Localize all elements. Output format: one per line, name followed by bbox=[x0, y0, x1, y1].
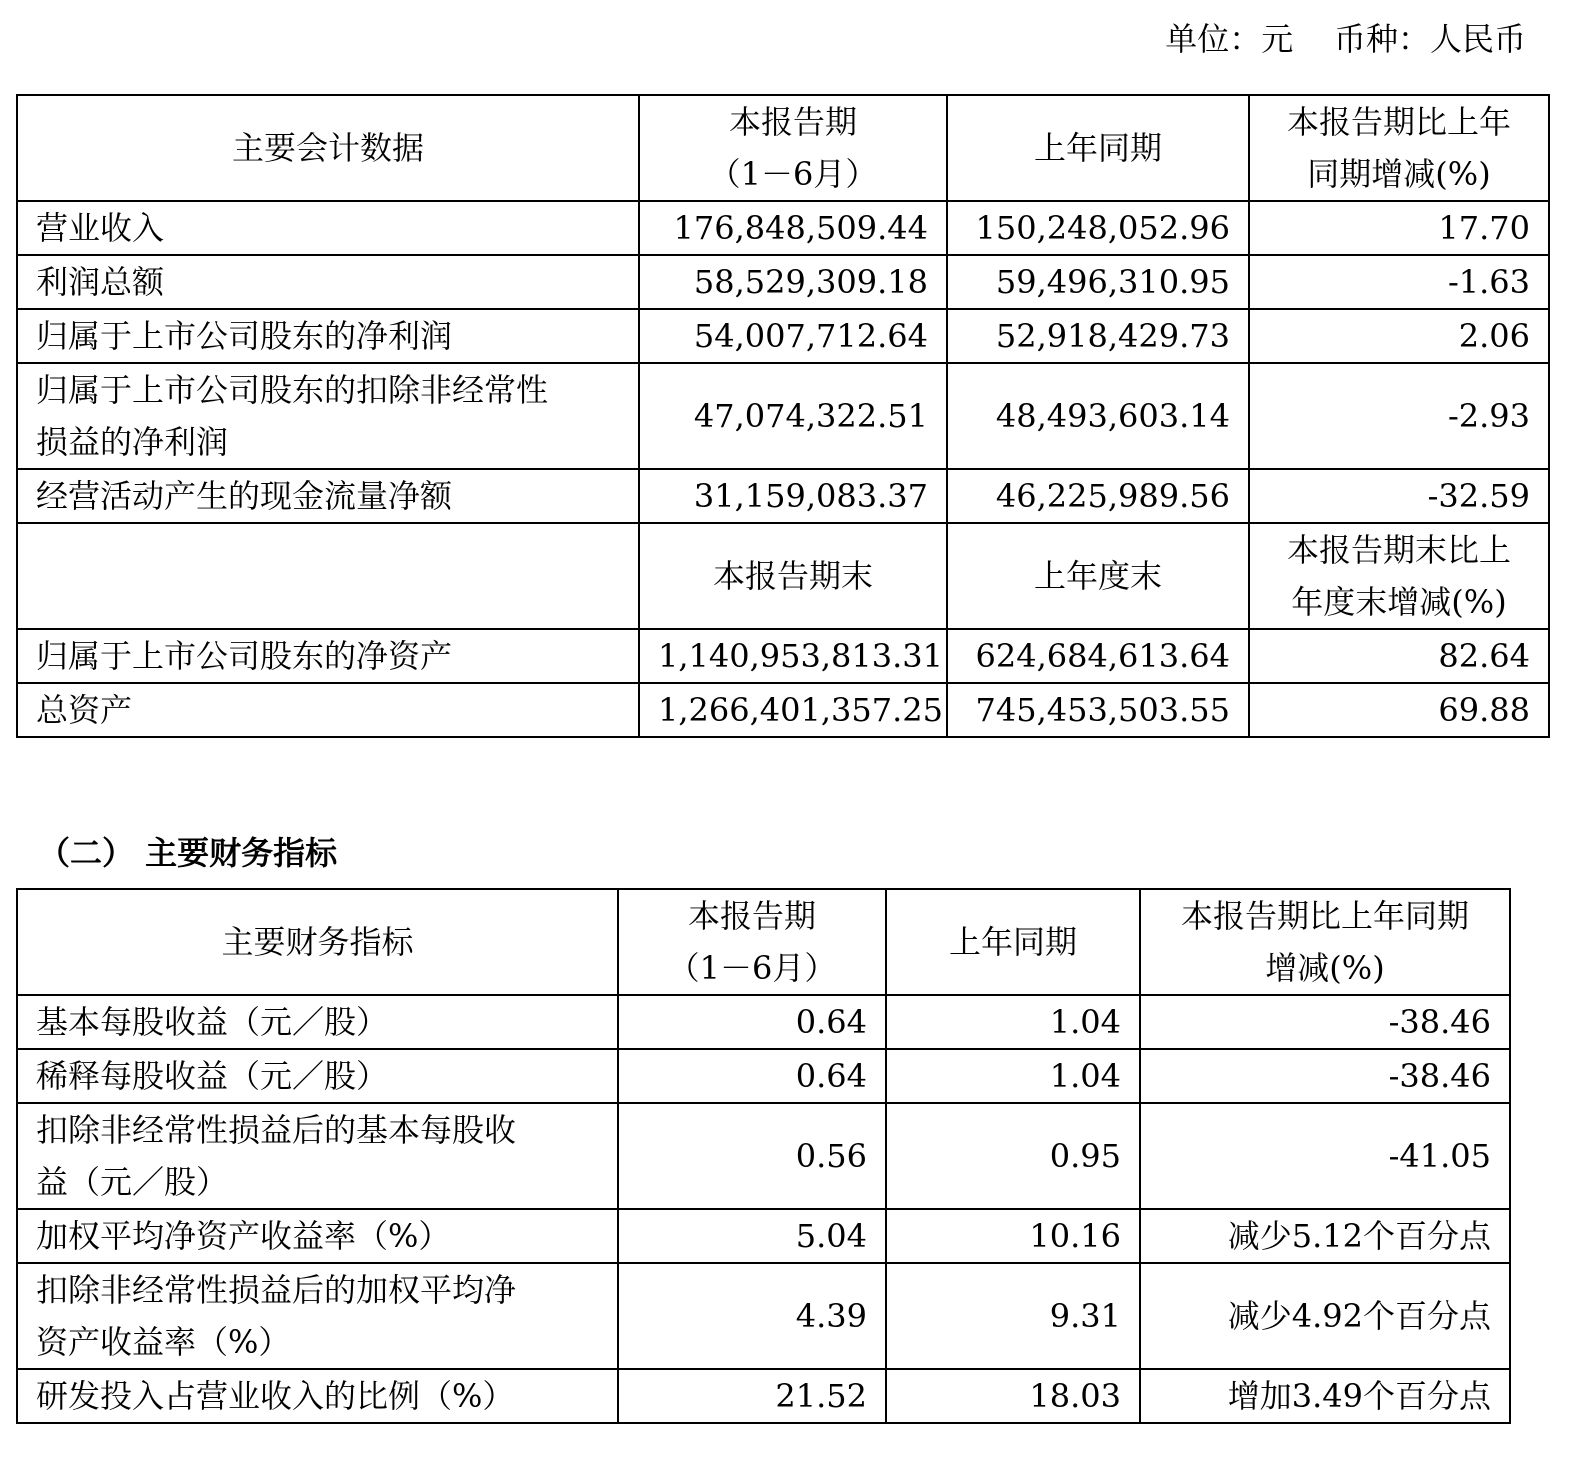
previous-period-value bbox=[947, 469, 1249, 523]
current-period-value-text: 54,007,712.64 bbox=[693, 317, 928, 355]
column-header-previous bbox=[947, 523, 1249, 629]
column-header-change-text: 年度末增减(%) bbox=[1291, 583, 1507, 621]
change-value bbox=[1140, 995, 1510, 1049]
column-header-current-text: 本报告期 bbox=[687, 897, 816, 935]
column-header-current bbox=[639, 95, 947, 201]
column-header-change-text: 本报告期末比上 bbox=[1286, 531, 1511, 569]
current-period-value bbox=[639, 309, 947, 363]
column-header-previous-text: 上年同期 bbox=[1033, 129, 1162, 167]
previous-period-value-text: 18.03 bbox=[1029, 1377, 1121, 1415]
column-header-change-text: 本报告期比上年同期 bbox=[1180, 897, 1469, 935]
row-label-text: 利润总额 bbox=[36, 263, 165, 301]
change-value bbox=[1249, 683, 1549, 737]
row-label-text: 加权平均净资产收益率（%） bbox=[36, 1217, 451, 1255]
previous-period-value bbox=[947, 363, 1249, 469]
change-value-text: -38.46 bbox=[1388, 1003, 1491, 1041]
header-row bbox=[17, 889, 1510, 995]
change-value bbox=[1249, 255, 1549, 309]
change-value-text: 减少4.92个百分点 bbox=[1227, 1297, 1491, 1335]
change-value-text: 82.64 bbox=[1438, 637, 1530, 675]
table-row bbox=[17, 1369, 1510, 1423]
change-value bbox=[1249, 363, 1549, 469]
column-header-current bbox=[618, 889, 886, 995]
row-label bbox=[17, 469, 639, 523]
change-value-text: -32.59 bbox=[1427, 477, 1530, 515]
row-label bbox=[17, 255, 639, 309]
current-period-value bbox=[618, 1263, 886, 1369]
current-period-value bbox=[639, 683, 947, 737]
column-header-change bbox=[1140, 889, 1510, 995]
change-value bbox=[1140, 1263, 1510, 1369]
current-period-value bbox=[618, 1103, 886, 1209]
row-label-text: 扣除非经常性损益后的加权平均净 bbox=[36, 1271, 517, 1309]
previous-period-value-text: 1.04 bbox=[1049, 1003, 1121, 1041]
previous-period-value-text: 1.04 bbox=[1049, 1057, 1121, 1095]
row-label-text: 归属于上市公司股东的净利润 bbox=[36, 317, 453, 355]
current-period-value-text: 5.04 bbox=[795, 1217, 867, 1255]
change-value bbox=[1140, 1369, 1510, 1423]
previous-period-value bbox=[947, 201, 1249, 255]
column-header-previous bbox=[886, 889, 1140, 995]
change-value-text: -1.63 bbox=[1447, 263, 1530, 301]
row-label bbox=[17, 309, 639, 363]
key-accounting-data-table bbox=[16, 94, 1550, 738]
previous-period-value bbox=[886, 1209, 1140, 1263]
change-value bbox=[1249, 469, 1549, 523]
current-period-value-text: 0.64 bbox=[795, 1057, 867, 1095]
column-header-label-text: 主要财务指标 bbox=[221, 923, 414, 961]
current-period-value-text: 0.64 bbox=[795, 1003, 867, 1041]
change-value bbox=[1249, 629, 1549, 683]
change-value-text: -41.05 bbox=[1388, 1137, 1491, 1175]
previous-period-value-text: 48,493,603.14 bbox=[995, 397, 1230, 435]
previous-period-value bbox=[886, 1369, 1140, 1423]
current-period-value-text: 47,074,322.51 bbox=[693, 397, 928, 435]
column-header-current-text: 本报告期末 bbox=[712, 557, 873, 595]
previous-period-value-text: 46,225,989.56 bbox=[995, 477, 1230, 515]
row-label bbox=[17, 995, 618, 1049]
column-header-change-text: 同期增减(%) bbox=[1307, 155, 1491, 193]
previous-period-value bbox=[886, 1049, 1140, 1103]
row-label bbox=[17, 1049, 618, 1103]
current-period-value bbox=[618, 1209, 886, 1263]
previous-period-value-text: 9.31 bbox=[1049, 1297, 1121, 1335]
previous-period-value bbox=[947, 255, 1249, 309]
row-label-text: 益（元／股） bbox=[36, 1163, 229, 1201]
table-row bbox=[17, 1209, 1510, 1263]
row-label bbox=[17, 1103, 618, 1209]
current-period-value-text: 1,140,953,813.31 bbox=[658, 637, 943, 675]
previous-period-value bbox=[947, 309, 1249, 363]
row-label bbox=[17, 683, 639, 737]
previous-period-value bbox=[886, 1103, 1140, 1209]
column-header-label bbox=[17, 95, 639, 201]
current-period-value-text: 1,266,401,357.25 bbox=[658, 691, 943, 729]
current-period-value-text: 4.39 bbox=[795, 1297, 867, 1335]
column-header-change-text: 本报告期比上年 bbox=[1286, 103, 1511, 141]
current-period-value bbox=[639, 469, 947, 523]
previous-period-value bbox=[886, 995, 1140, 1049]
table-row bbox=[17, 683, 1549, 737]
row-label-text: 经营活动产生的现金流量净额 bbox=[36, 477, 453, 515]
table-row bbox=[17, 1049, 1510, 1103]
column-header-label bbox=[17, 523, 639, 629]
previous-period-value bbox=[947, 683, 1249, 737]
unit-currency-note: 单位：元 币种：人民币 bbox=[1165, 20, 1526, 58]
row-label bbox=[17, 201, 639, 255]
change-value bbox=[1249, 309, 1549, 363]
previous-period-value bbox=[886, 1263, 1140, 1369]
row-label-text: 稀释每股收益（元／股） bbox=[36, 1057, 389, 1095]
previous-period-value-text: 624,684,613.64 bbox=[975, 637, 1230, 675]
column-header-label-text: 主要会计数据 bbox=[231, 129, 424, 167]
column-header-current-text: 本报告期 bbox=[728, 103, 857, 141]
previous-period-value-text: 745,453,503.55 bbox=[975, 691, 1230, 729]
current-period-value bbox=[618, 1369, 886, 1423]
current-period-value bbox=[639, 201, 947, 255]
section-title: （二） 主要财务指标 bbox=[38, 834, 338, 872]
current-period-value bbox=[639, 255, 947, 309]
row-label bbox=[17, 629, 639, 683]
change-value-text: 2.06 bbox=[1458, 317, 1530, 355]
current-period-value-text: 58,529,309.18 bbox=[693, 263, 928, 301]
table-row bbox=[17, 255, 1549, 309]
row-label bbox=[17, 363, 639, 469]
change-value-text: -38.46 bbox=[1388, 1057, 1491, 1095]
previous-period-value-text: 52,918,429.73 bbox=[995, 317, 1230, 355]
current-period-value bbox=[639, 363, 947, 469]
row-label-text: 归属于上市公司股东的净资产 bbox=[36, 637, 453, 675]
change-value bbox=[1140, 1103, 1510, 1209]
table-row bbox=[17, 995, 1510, 1049]
current-period-value bbox=[618, 995, 886, 1049]
column-header-current-text: （1－6月） bbox=[708, 155, 878, 193]
column-header-previous-text: 上年度末 bbox=[1033, 557, 1162, 595]
current-period-value bbox=[618, 1049, 886, 1103]
change-value bbox=[1140, 1209, 1510, 1263]
table-row bbox=[17, 629, 1549, 683]
change-value bbox=[1249, 201, 1549, 255]
row-label-text: 扣除非经常性损益后的基本每股收 bbox=[36, 1111, 517, 1149]
header-row bbox=[17, 95, 1549, 201]
row-label-text: 总资产 bbox=[36, 691, 133, 729]
row-label-text: 损益的净利润 bbox=[36, 423, 229, 461]
header-row bbox=[17, 523, 1549, 629]
change-value-text: 17.70 bbox=[1438, 209, 1530, 247]
change-value-text: 增加3.49个百分点 bbox=[1227, 1377, 1491, 1415]
row-label-text: 资产收益率（%） bbox=[36, 1323, 291, 1361]
column-header-current bbox=[639, 523, 947, 629]
change-value-text: 69.88 bbox=[1438, 691, 1530, 729]
column-header-change bbox=[1249, 95, 1549, 201]
row-label bbox=[17, 1263, 618, 1369]
table-row bbox=[17, 469, 1549, 523]
column-header-previous-text: 上年同期 bbox=[948, 923, 1077, 961]
change-value-text: -2.93 bbox=[1447, 397, 1530, 435]
change-value-text: 减少5.12个百分点 bbox=[1227, 1217, 1491, 1255]
column-header-previous bbox=[947, 95, 1249, 201]
previous-period-value-text: 10.16 bbox=[1029, 1217, 1121, 1255]
row-label-text: 研发投入占营业收入的比例（%） bbox=[36, 1377, 515, 1415]
column-header-label bbox=[17, 889, 618, 995]
current-period-value-text: 176,848,509.44 bbox=[673, 209, 928, 247]
column-header-current-text: （1－6月） bbox=[667, 949, 837, 987]
column-header-change-text: 增减(%) bbox=[1265, 949, 1385, 987]
table-row bbox=[17, 1103, 1510, 1209]
table-row bbox=[17, 201, 1549, 255]
table-row bbox=[17, 1263, 1510, 1369]
current-period-value-text: 21.52 bbox=[775, 1377, 867, 1415]
row-label-text: 基本每股收益（元／股） bbox=[36, 1003, 389, 1041]
row-label bbox=[17, 1369, 618, 1423]
key-financial-indicators-table bbox=[16, 888, 1511, 1424]
row-label-text: 营业收入 bbox=[36, 209, 165, 247]
table-row bbox=[17, 309, 1549, 363]
previous-period-value bbox=[947, 629, 1249, 683]
previous-period-value-text: 150,248,052.96 bbox=[975, 209, 1230, 247]
current-period-value-text: 0.56 bbox=[795, 1137, 867, 1175]
row-label-text: 归属于上市公司股东的扣除非经常性 bbox=[36, 371, 549, 409]
current-period-value bbox=[639, 629, 947, 683]
change-value bbox=[1140, 1049, 1510, 1103]
current-period-value-text: 31,159,083.37 bbox=[693, 477, 928, 515]
row-label bbox=[17, 1209, 618, 1263]
table-row bbox=[17, 363, 1549, 469]
column-header-change bbox=[1249, 523, 1549, 629]
previous-period-value-text: 0.95 bbox=[1049, 1137, 1121, 1175]
previous-period-value-text: 59,496,310.95 bbox=[995, 263, 1230, 301]
